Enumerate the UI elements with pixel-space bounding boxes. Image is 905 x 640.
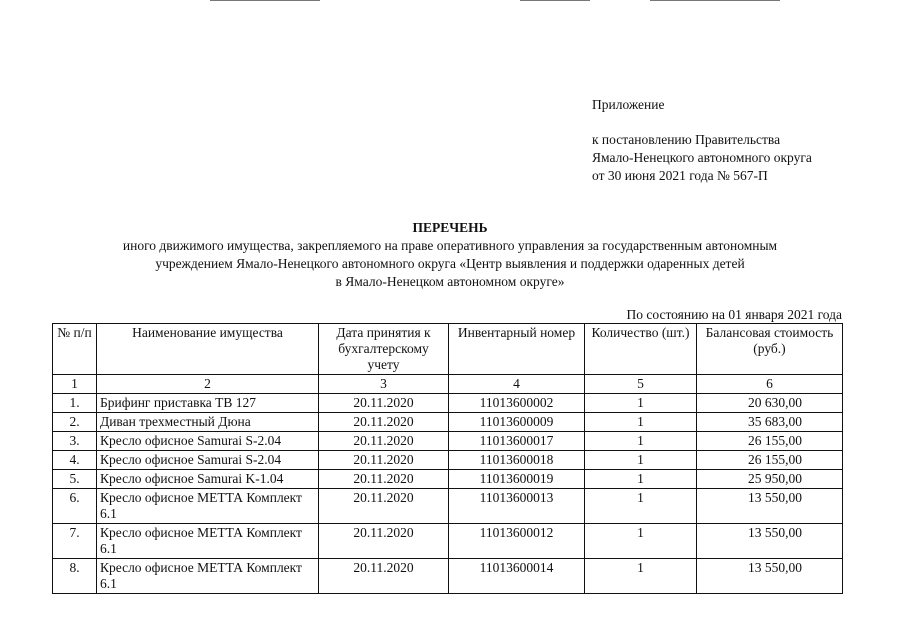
- inventory-number: 11013600013: [449, 489, 585, 524]
- column-number: 6: [697, 375, 843, 394]
- book-value: 13 550,00: [697, 524, 843, 559]
- acceptance-date: 20.11.2020: [319, 559, 449, 594]
- table-header-row: [53, 324, 843, 375]
- table-row: [53, 489, 843, 524]
- item-name: Кресло офисное Samurai S-2.04: [97, 451, 319, 470]
- appendix-line-3: от 30 июня 2021 года № 567-П: [592, 168, 768, 183]
- quantity: 1: [585, 394, 697, 413]
- header-number: № п/п: [53, 324, 97, 375]
- table-body: [53, 394, 843, 594]
- heading-line-1: иного движимого имущества, закрепляемого на праве оперативного управления за государственным автономным: [122, 238, 778, 253]
- appendix-line-1: к постановлению Правительства: [592, 132, 781, 147]
- heading-line-2: учреждением Ямало-Ненецкого автономного округа «Центр выявления и поддержки одаренных детей: [155, 256, 745, 271]
- acceptance-date: 20.11.2020: [319, 524, 449, 559]
- acceptance-date: 20.11.2020: [319, 489, 449, 524]
- scan-artifact-line: [520, 0, 590, 1]
- header-inventory: Инвентарный номер: [449, 324, 585, 375]
- table-header: [53, 324, 843, 394]
- quantity: 1: [585, 432, 697, 451]
- acceptance-date: 20.11.2020: [319, 470, 449, 489]
- quantity: 1: [585, 489, 697, 524]
- acceptance-date: 20.11.2020: [319, 451, 449, 470]
- as-of-date: По состоянию на 01 января 2021 года: [626, 307, 842, 322]
- appendix-line-2: Ямало-Ненецкого автономного округа: [592, 150, 812, 165]
- row-number: 3.: [53, 432, 97, 451]
- row-number: 1.: [53, 394, 97, 413]
- column-number: 3: [319, 375, 449, 394]
- quantity: 1: [585, 451, 697, 470]
- item-name: Кресло офисное МЕТТА Комплект 6.1: [97, 489, 319, 524]
- table-row: [53, 394, 843, 413]
- item-name: Кресло офисное МЕТТА Комплект 6.1: [97, 524, 319, 559]
- inventory-number: 11013600002: [449, 394, 585, 413]
- appendix-label: Приложение: [592, 97, 665, 112]
- book-value: 26 155,00: [697, 451, 843, 470]
- document-title: ПЕРЕЧЕНЬ: [412, 220, 488, 235]
- table-row: [53, 524, 843, 559]
- table-row: [53, 470, 843, 489]
- quantity: 1: [585, 524, 697, 559]
- acceptance-date: 20.11.2020: [319, 394, 449, 413]
- book-value: 13 550,00: [697, 489, 843, 524]
- item-name: Брифинг приставка ТВ 127: [97, 394, 319, 413]
- item-name: Диван трехместный Дюна: [97, 413, 319, 432]
- book-value: 25 950,00: [697, 470, 843, 489]
- document-heading: [60, 219, 840, 291]
- acceptance-date: 20.11.2020: [319, 432, 449, 451]
- table-row: [53, 413, 843, 432]
- header-cost: Балансовая стоимость (руб.): [697, 324, 843, 375]
- heading-line-3: в Ямало-Ненецком автономном округе»: [335, 274, 565, 289]
- book-value: 26 155,00: [697, 432, 843, 451]
- item-name: Кресло офисное Samurai K-1.04: [97, 470, 319, 489]
- inventory-number: 11013600017: [449, 432, 585, 451]
- book-value: 13 550,00: [697, 559, 843, 594]
- row-number: 5.: [53, 470, 97, 489]
- table-row: [53, 451, 843, 470]
- column-number: 1: [53, 375, 97, 394]
- quantity: 1: [585, 559, 697, 594]
- column-number-row: [53, 375, 843, 394]
- column-number: 4: [449, 375, 585, 394]
- column-number: 5: [585, 375, 697, 394]
- scan-artifact-line: [210, 0, 320, 1]
- header-name: Наименование имущества: [97, 324, 319, 375]
- inventory-number: 11013600012: [449, 524, 585, 559]
- row-number: 7.: [53, 524, 97, 559]
- acceptance-date: 20.11.2020: [319, 413, 449, 432]
- row-number: 8.: [53, 559, 97, 594]
- table-row: [53, 559, 843, 594]
- row-number: 4.: [53, 451, 97, 470]
- column-number: 2: [97, 375, 319, 394]
- inventory-number: 11013600019: [449, 470, 585, 489]
- inventory-number: 11013600014: [449, 559, 585, 594]
- property-table: [52, 323, 843, 594]
- header-quantity: Количество (шт.): [585, 324, 697, 375]
- item-name: Кресло офисное Samurai S-2.04: [97, 432, 319, 451]
- scan-artifact-line: [650, 0, 780, 1]
- row-number: 2.: [53, 413, 97, 432]
- appendix-block: [592, 96, 812, 185]
- book-value: 20 630,00: [697, 394, 843, 413]
- inventory-number: 11013600009: [449, 413, 585, 432]
- book-value: 35 683,00: [697, 413, 843, 432]
- row-number: 6.: [53, 489, 97, 524]
- table-row: [53, 432, 843, 451]
- header-date: Дата принятия к бухгалтерскому учету: [319, 324, 449, 375]
- quantity: 1: [585, 470, 697, 489]
- inventory-number: 11013600018: [449, 451, 585, 470]
- quantity: 1: [585, 413, 697, 432]
- item-name: Кресло офисное МЕТТА Комплект 6.1: [97, 559, 319, 594]
